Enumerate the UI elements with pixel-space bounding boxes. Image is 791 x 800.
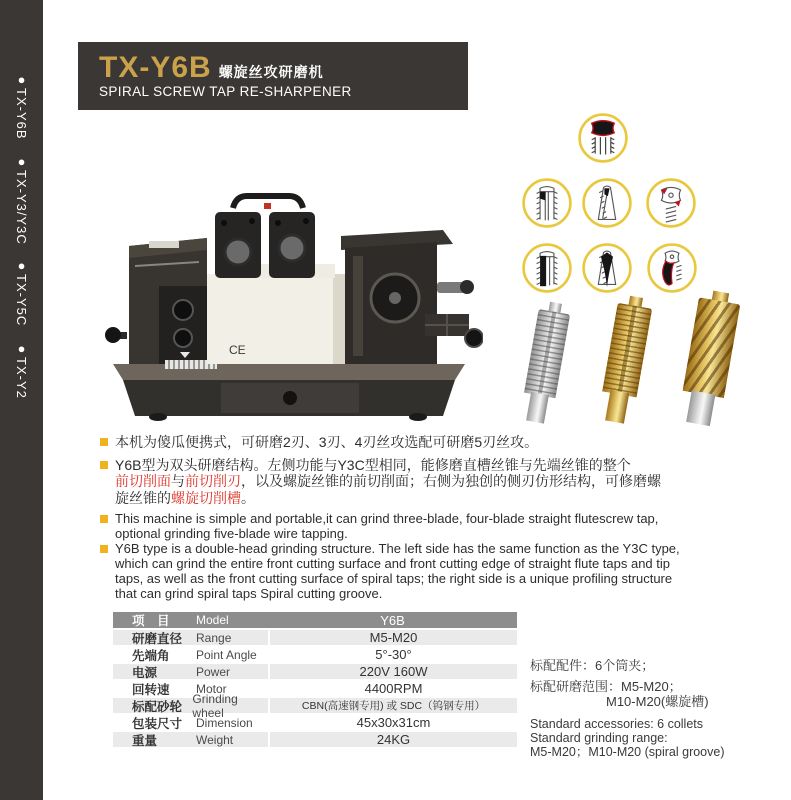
cn2-line3-end: 。	[241, 489, 255, 506]
power-switch	[264, 203, 271, 209]
bullet-cn-1-text: 本机为傻瓜便携式，可研磨2刃、3刃、4刃丝攻选配可研磨5刃丝攻。	[115, 434, 539, 450]
spec-label-cn: 电源	[132, 665, 158, 680]
spec-value: M5-M20	[268, 630, 517, 645]
tap-top-view-diagram-icon	[577, 112, 629, 164]
spec-value: 4400RPM	[268, 681, 517, 696]
cn2-red-spiral-groove: 螺旋切削槽	[171, 489, 241, 506]
spec-label-en: Range	[196, 630, 232, 645]
spec-label-cn: 回转速	[132, 682, 170, 697]
bullet-square-icon	[100, 545, 108, 553]
bullet-square-icon	[100, 461, 108, 469]
spec-table	[113, 612, 517, 749]
bullet-en-1-text: This machine is simple and portable,it can grind three-blade, four-blade straight flutescrew tap, optional grinding five-blade wire tapping.	[115, 511, 659, 541]
note-en-spiral-range: M5-M20；M10-M20 (spiral groove)	[530, 745, 725, 759]
spec-header-item-label: 项 目	[132, 614, 170, 628]
tip-tap-edge-diagram-icon	[581, 177, 633, 229]
spec-label-cn: 重量	[132, 733, 158, 748]
sidebar-item-tx-y5c: ●TX-Y5C	[14, 258, 29, 327]
spec-label-en: Point Angle	[196, 647, 257, 662]
cn2-red-front-face: 前切削面	[115, 473, 171, 489]
bullet-en-1	[100, 511, 760, 541]
bullet-cn-1	[100, 434, 760, 451]
product-title-bar	[78, 42, 468, 110]
spec-row-dimension	[113, 715, 517, 730]
spec-label-en: Weight	[196, 732, 234, 747]
spec-table-header	[113, 612, 517, 628]
spec-header-model-label: Model	[196, 613, 229, 627]
note-cn-grinding-range: 标配研磨范围：M5-M20；	[530, 679, 682, 694]
spec-label-cn: 包装尺寸	[132, 716, 183, 731]
spec-label-en: Dimension	[196, 715, 253, 730]
straight-tap-face-diagram-icon	[521, 242, 573, 294]
spec-row-grinding-wheel	[113, 691, 517, 720]
spec-row-weight	[113, 732, 517, 747]
spec-label-cn: 先端角	[132, 648, 170, 663]
spec-value: 45x30x31cm	[268, 715, 517, 730]
spec-value: 5°-30°	[268, 647, 517, 662]
accessories-notes	[530, 658, 775, 759]
bullet-cn-2-text	[115, 457, 661, 507]
spiral-tap-top-diagram-icon	[645, 177, 697, 229]
spec-value: 24KG	[268, 732, 517, 747]
spec-label-cn: 标配砂轮	[132, 699, 183, 714]
spec-label-en: Motor	[196, 681, 227, 696]
spec-row-power	[113, 664, 517, 679]
cn2-line1: Y6B型为双头研磨结构。左侧功能与Y3C型相同，能修磨直槽丝锥与先端丝锥的整个	[115, 456, 631, 473]
spec-label-cn: 研磨直径	[132, 631, 183, 646]
spec-label-en: Grinding wheel	[192, 691, 238, 720]
product-title-english: SPIRAL SCREW TAP RE-SHARPENER	[99, 84, 352, 99]
gold-straight-tap-photo	[597, 303, 652, 425]
straight-tap-edge-diagram-icon	[521, 177, 573, 229]
sidebar-item-tx-y6b: ●TX-Y6B	[14, 72, 29, 140]
note-cn-spiral-range: M10-M20(螺旋槽)	[606, 694, 709, 709]
drawer-knob	[283, 391, 297, 405]
bullet-cn-2	[100, 457, 760, 507]
product-title-chinese: 螺旋丝攻研磨机	[218, 64, 324, 80]
note-en-accessories: Standard accessories: 6 collets	[530, 717, 704, 731]
sidebar-item-tx-y3-y3c: ●TX-Y3/Y3C	[14, 153, 29, 245]
cn2-mid: 与	[171, 473, 185, 489]
cn2-red-front-edge: 前切削刃	[185, 473, 241, 489]
spec-value: 220V 160W	[268, 664, 517, 679]
spec-row-point-angle	[113, 647, 517, 662]
bullet-en-2	[100, 541, 760, 601]
spec-label-en: Power	[196, 664, 231, 679]
cn2-line2-rest: ，以及螺旋丝锥的前切削面；右侧为独创的侧刃仿形结构，可修磨螺	[241, 473, 661, 489]
product-model-title: TX-Y6B	[99, 51, 212, 84]
tip-tap-face-diagram-icon	[581, 242, 633, 294]
note-en-grinding-range: Standard grinding range:	[530, 731, 668, 745]
spec-value: CBN(高速钢专用) 或 SDC（钨钢专用）	[268, 698, 517, 713]
spec-row-range	[113, 630, 517, 645]
gold-spiral-tap-photo	[677, 297, 740, 427]
feature-bullets	[100, 434, 760, 601]
spec-header-model-value: Y6B	[380, 612, 405, 628]
sidebar-item-tx-y2: ●TX-Y2	[14, 340, 29, 399]
cn2-line3-pre: 旋丝锥的	[115, 489, 171, 506]
spiral-tap-groove-diagram-icon	[646, 242, 698, 294]
ce-mark: CE	[229, 343, 246, 357]
sidebar-model-strip	[0, 0, 43, 800]
note-cn-accessories: 标配配件：6个筒夹；	[530, 658, 655, 673]
bullet-square-icon	[100, 515, 108, 523]
bullet-square-icon	[100, 438, 108, 446]
feed-knob	[460, 280, 474, 294]
machine-photo	[103, 186, 483, 421]
bullet-en-2-text: Y6B type is a double-head grinding structure. The left side has the same function as the Y3C type, which can grind the entire front cutting surface and front cutting edge of straight flute taps and tip taps, as well as the front cutting surface of spiral taps; the right side is a unique profiling structure that can grind spiral taps Spiral cutting groove.	[115, 541, 680, 601]
silver-straight-tap-photo	[519, 309, 570, 425]
